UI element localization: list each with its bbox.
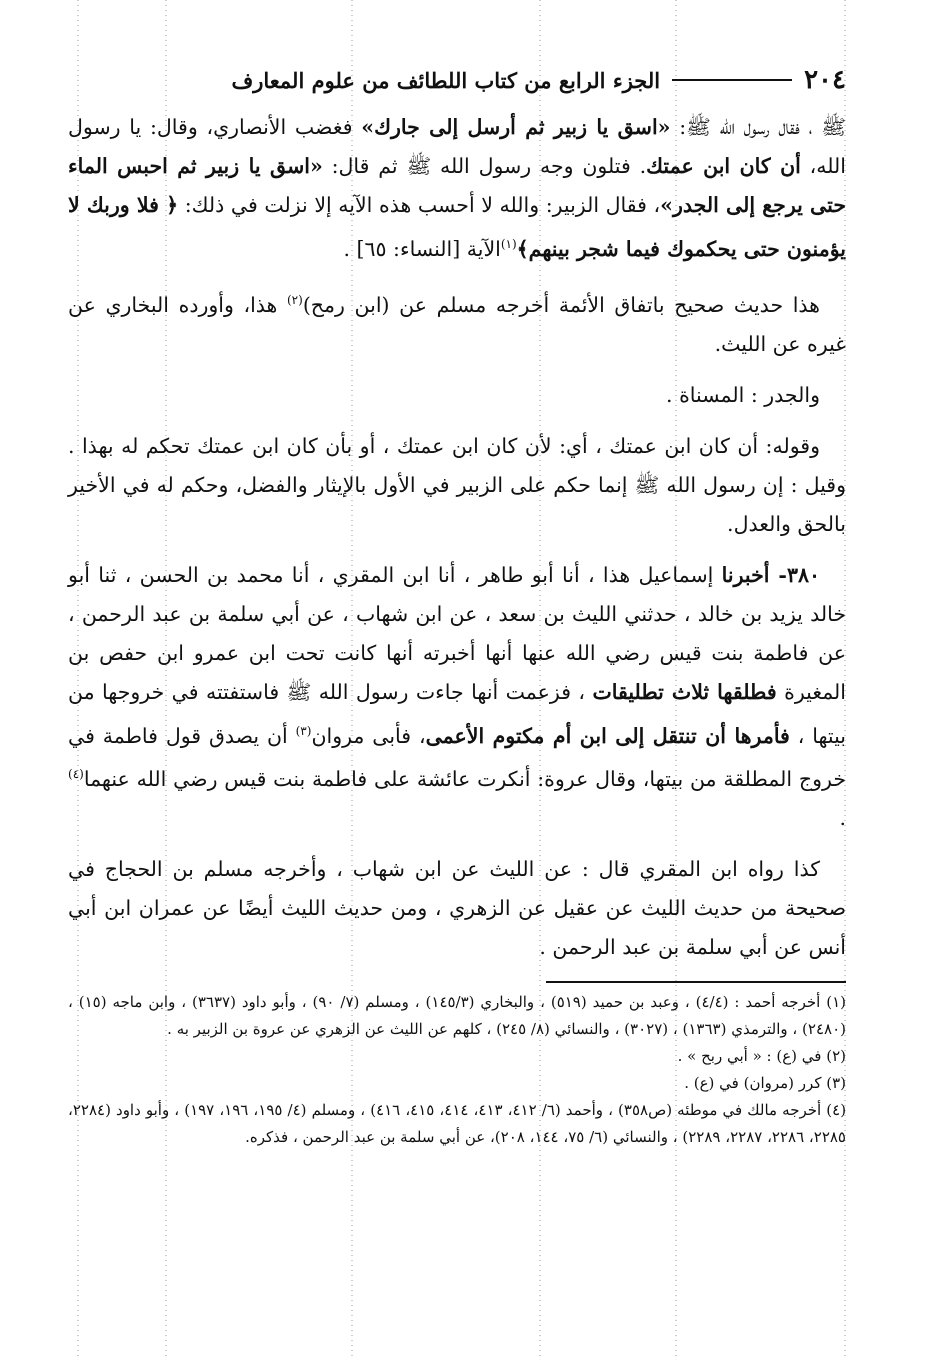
text-segment: . bbox=[839, 806, 846, 831]
paragraph-hadith-zubair bbox=[68, 108, 846, 269]
bold-phrase: فأمرها أن تنتقل إلى ابن أم مكتوم الأعمى bbox=[425, 723, 790, 748]
paragraph-hadith-380 bbox=[68, 556, 846, 839]
hadith-number: ٣٨٠- bbox=[769, 562, 820, 587]
footnote-ref-2: (٢) bbox=[286, 292, 303, 307]
hadith-quote: «اسق يا زبير ثم احبس الماء حتى يرجع إلى الجدر» bbox=[68, 154, 846, 217]
text-segment: أن يصدق قول فاطمة في خروج المطلقة من بيتها، وقال عروة: أنكرت عائشة على فاطمة بنت قيس رضي الله عنهما bbox=[68, 723, 846, 792]
text-segment: ، فزعمت أنها جاءت رسول الله ﷺ فاستفتته في خروجها من بيتها ، bbox=[68, 679, 846, 748]
text-segment: فغضب الأنصاري، وقال: يا رسول الله، bbox=[68, 115, 846, 178]
footnote-separator bbox=[546, 981, 846, 983]
paragraph-explanation: وقوله: أن كان ابن عمتك ، أي: لأن كان ابن عمتك ، أو بأن كان ابن عمتك تحكم له بهذا . وقيل : إن رسول الله ﷺ إنما حكم على الزبير في الأول بالإيثار والفضل، وحكم له في الأخير بالحق والعدل. bbox=[68, 433, 846, 536]
footnote-2: (٢) في (ع) : « أبي ربح » . bbox=[677, 1047, 846, 1066]
book-page bbox=[68, 58, 846, 1348]
verse-citation: الآية [النساء: ٦٥] . bbox=[343, 236, 501, 261]
footnote-ref-4: (٤) bbox=[68, 767, 84, 782]
footnotes bbox=[68, 989, 846, 1151]
text-segment: إسماعيل هذا ، أنا أبو طاهر ، أنا ابن المقري ، أنا محمد بن الحسن ، ثنا أبو خالد يزيد بن خالد ، حدثني الليث بن سعد ، عن ابن شهاب ، عن أبي سلمة بن عبد الرحمن ، عن فاطمة بنت قيس رضي الله عنها أنها أخبرته أنها كانت تحت ابن عمرو ابن حفص بن المغيرة bbox=[68, 562, 846, 704]
text-segment: ﷺ ، فقال رسول الله ﷺ: bbox=[670, 115, 846, 139]
paragraph-narration-note: كذا رواه ابن المقري قال : عن الليث عن ابن شهاب ، وأخرجه مسلم بن الحجاج في صحيحة من حديث الليث عن عقيل عن الزهري ، ومن حديث الليث أيضًا عن عمران ابن أبي أنس عن أبي سلمة بن عبد الرحمن . bbox=[68, 857, 846, 960]
page-number: ٢٠٤ bbox=[804, 65, 846, 95]
page-header bbox=[68, 58, 846, 102]
footnote-3: (٣) كرر (مروان) في (ع) . bbox=[684, 1074, 846, 1093]
running-title: الجزء الرابع من كتاب اللطائف من علوم المعارف bbox=[231, 67, 661, 93]
bold-phrase: أن كان ابن عمتك bbox=[646, 154, 801, 178]
paragraph-authenticity bbox=[68, 281, 846, 364]
text-segment: ، فأبى مروان bbox=[311, 723, 426, 748]
text-segment: ، فقال الزبير: والله لا أحسب هذه الآيه إلا نزلت في ذلك: bbox=[178, 193, 661, 217]
quran-verse: ﴿ فلا وربك لا يؤمنون حتى يحكموك فيما شجر بينهم﴾ bbox=[68, 193, 846, 261]
footnote-ref-3: (٣) bbox=[295, 723, 312, 738]
bold-phrase: فطلقها ثلاث تطليقات bbox=[592, 679, 777, 704]
footnote-4: (٤) أخرجه مالك في موطئه (ص٣٥٨) ، وأحمد (٦/ ٤١٢، ٤١٣، ٤١٤، ٤١٥، ٤١٦) ، ومسلم (٤/ ١٩٥، ١٩٦، ١٩٧) ، وأبو داود (٢٢٨٤، ٢٢٨٥، ٢٢٨٦، ٢٢٨٧، ٢٢٨٩) ، والنسائي (٦/ ٧٥، ١٤٤، ٢٠٨)، عن أبي سلمة بن عبد الرحمن ، فذكره. bbox=[68, 1101, 847, 1147]
header-rule bbox=[672, 79, 792, 81]
text-segment: هذا، وأورده البخاري عن غيره عن الليث. bbox=[68, 292, 846, 356]
text-segment: هذا حديث صحيح باتفاق الأئمة أخرجه مسلم عن (ابن رمح) bbox=[302, 292, 820, 317]
paragraph-definition: والجدر : المسناة . bbox=[666, 382, 820, 407]
text-segment: . فتلون وجه رسول الله ﷺ ثم قال: bbox=[322, 154, 647, 178]
bold-phrase: أخبرنا bbox=[721, 562, 770, 587]
footnote-ref-1: (١) bbox=[500, 237, 517, 251]
footnote-1: (١) أخرجه أحمد : (٤/٤) ، وعبد بن حميد (٥١٩) ، والبخاري (١٤٥/٣) ، ومسلم (٧/ ٩٠) ، وأبو داود (٣٦٣٧) ، وابن ماجه (١٥) ، (٢٤٨٠) ، والترمذي (١٣٦٣) ، (٣٠٢٧) ، والنسائي (٨/ ٢٤٥) ، كلهم عن الليث عن الزهري عن عروة بن الزبير به . bbox=[68, 993, 846, 1039]
hadith-quote: «اسق يا زبير ثم أرسل إلى جارك» bbox=[361, 115, 671, 139]
